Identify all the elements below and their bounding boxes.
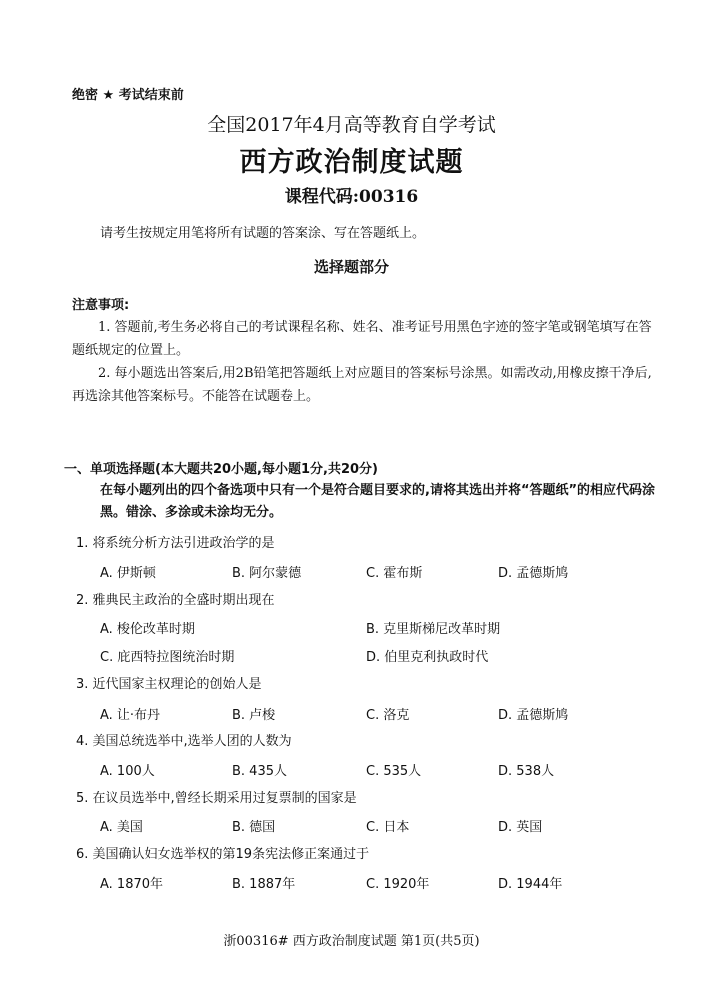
option-c: C. 1920年 (366, 877, 430, 892)
page-footer: 浙00316# 西方政治制度试题 第1页(共5页) (223, 934, 480, 949)
option-a: A. 100人 (100, 764, 155, 779)
course-code: 课程代码:00316 (284, 187, 419, 207)
note-item: 1. 答题前,考生务必将自己的考试课程名称、姓名、准考证号用黑色字迹的签字笔或钢笔填写在答题纸规定的位置上。 (72, 320, 652, 358)
question-stem: 2. 雅典民主政治的全盛时期出现在 (76, 593, 275, 608)
option-d: D. 1944年 (498, 877, 563, 892)
option-c: C. 日本 (366, 820, 410, 835)
part-title: 选择题部分 (313, 258, 389, 276)
option-a: A. 伊斯顿 (100, 566, 156, 581)
option-b: B. 克里斯梯尼改革时期 (366, 622, 501, 637)
note-item: 2. 每小题选出答案后,用2B铅笔把答题纸上对应题目的答案标号涂黑。如需改动,用橡皮擦干净后,再选涂其他答案标号。不能答在试题卷上。 (72, 366, 652, 404)
question-stem: 1. 将系统分析方法引进政治学的是 (76, 536, 275, 551)
option-c: C. 洛克 (366, 708, 410, 723)
option-b: B. 阿尔蒙德 (232, 566, 302, 581)
option-d: D. 伯里克利执政时代 (366, 650, 489, 665)
option-a: A. 美国 (100, 820, 143, 835)
option-b: B. 卢梭 (232, 708, 276, 723)
question-stem: 4. 美国总统选举中,选举人团的人数为 (76, 734, 292, 749)
question-stem: 3. 近代国家主权理论的创始人是 (76, 677, 262, 692)
subject-title: 西方政治制度试题 (239, 147, 464, 178)
section-description: 在每小题列出的四个备选项中只有一个是符合题目要求的,请将其选出并将“答题纸”的相应代码涂黑。错涂、多涂或未涂均无分。 (100, 483, 656, 520)
option-a: A. 梭伦改革时期 (100, 622, 195, 637)
notes-title: 注意事项: (72, 298, 130, 313)
general-instruction: 请考生按规定用笔将所有试题的答案涂、写在答题纸上。 (100, 226, 426, 241)
exam-title: 全国2017年4月高等教育自学考试 (207, 114, 496, 136)
option-d: D. 538人 (498, 764, 555, 779)
option-b: B. 德国 (232, 820, 276, 835)
option-d: D. 孟德斯鸠 (498, 566, 569, 581)
option-a: A. 让·布丹 (100, 708, 161, 723)
option-c: C. 庇西特拉图统治时期 (100, 650, 235, 665)
confidential-mark: 绝密 ★ 考试结束前 (72, 88, 184, 103)
option-b: B. 435人 (232, 764, 287, 779)
question-stem: 5. 在议员选举中,曾经长期采用过复票制的国家是 (76, 791, 357, 806)
option-a: A. 1870年 (100, 877, 164, 892)
option-d: D. 英国 (498, 820, 543, 835)
question-stem: 6. 美国确认妇女选举权的第19条宪法修正案通过于 (76, 847, 370, 862)
option-c: C. 535人 (366, 764, 422, 779)
section-heading: 一、单项选择题(本大题共20小题,每小题1分,共20分) (64, 462, 378, 477)
option-d: D. 孟德斯鸠 (498, 708, 569, 723)
option-b: B. 1887年 (232, 877, 296, 892)
option-c: C. 霍布斯 (366, 566, 423, 581)
